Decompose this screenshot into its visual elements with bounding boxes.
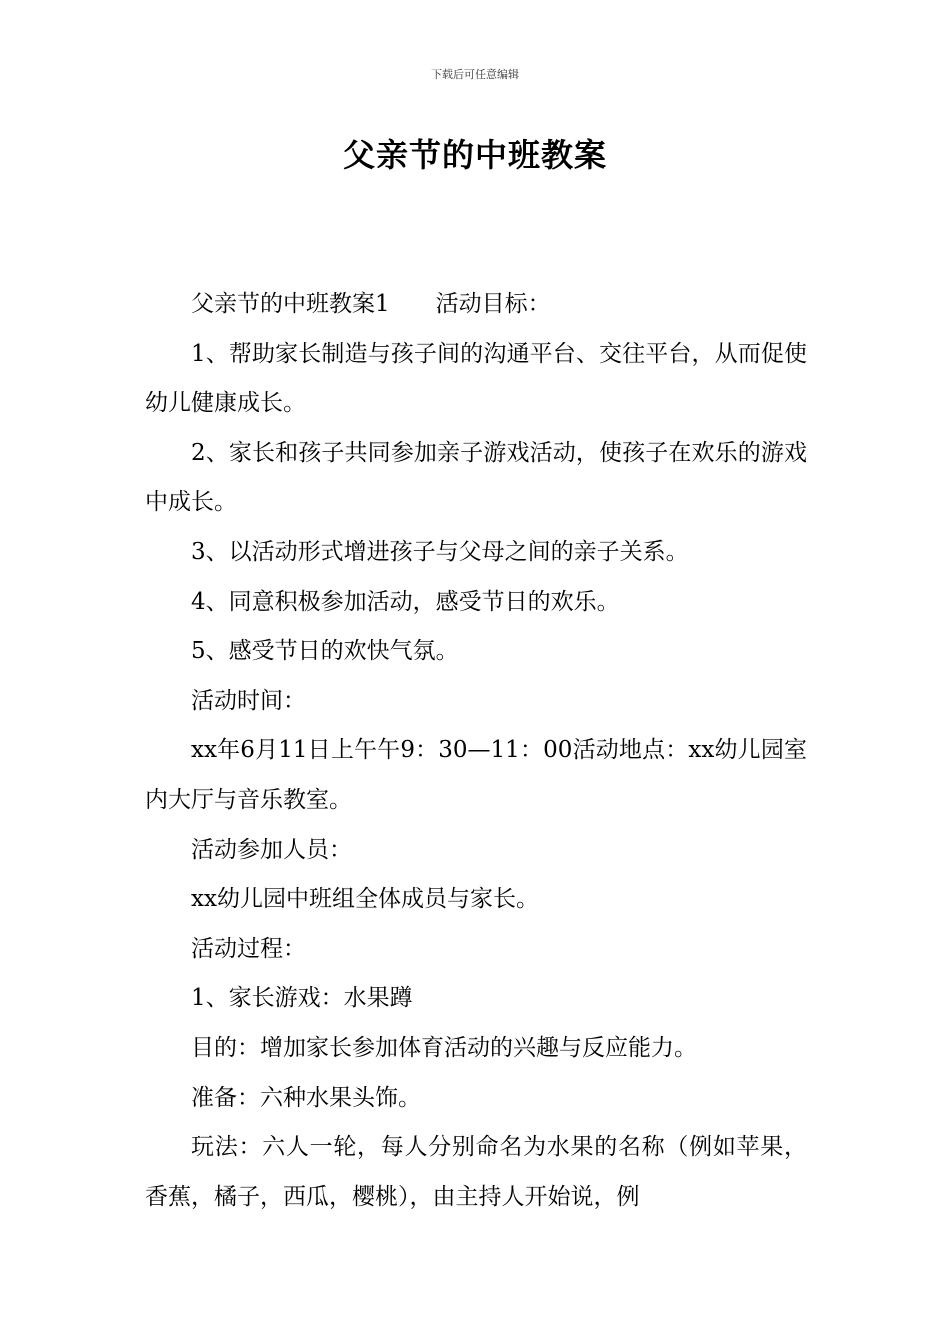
header-note: 下载后可任意编辑 — [431, 68, 519, 81]
document-title: 父亲节的中班教案 — [342, 136, 607, 174]
section-heading: 活动参加人员： — [191, 836, 352, 863]
section-goal-heading: 活动目标： — [435, 291, 551, 317]
section-heading: 活动过程： — [191, 935, 306, 962]
paragraph: 目的：增加家长参加体育活动的兴趣与反应能力。 — [191, 1034, 697, 1061]
section-heading: 活动时间： — [191, 687, 306, 714]
paragraph-intro — [145, 280, 807, 330]
paragraph: 1、帮助家长制造与孩子间的沟通平台、交往平台，从而促使幼儿健康成长。 — [145, 340, 807, 417]
paragraph: 5、感受节日的欢快气氛。 — [191, 638, 459, 665]
paragraph: 4、同意积极参加活动，感受节日的欢乐。 — [191, 588, 620, 615]
document-body — [145, 280, 807, 1222]
paragraph: xx年6月11日上午午9：30—11：00活动地点：xx幼儿园室内大厅与音乐教室。 — [145, 737, 807, 813]
paragraph: 3、以活动形式增进孩子与父母之间的亲子关系。 — [191, 538, 689, 565]
subtitle: 父亲节的中班教案1 — [191, 291, 390, 317]
paragraph: xx幼儿园中班组全体成员与家长。 — [191, 886, 539, 913]
paragraph: 1、家长游戏：水果蹲 — [191, 985, 413, 1012]
paragraph: 准备：六种水果头饰。 — [191, 1084, 421, 1111]
paragraph: 玩法：六人一轮，每人分别命名为水果的名称（例如苹果，香蕉，橘子，西瓜，樱桃），由主持人开始说，例 — [145, 1134, 807, 1210]
paragraph: 2、家长和孩子共同参加亲子游戏活动，使孩子在欢乐的游戏中成长。 — [145, 439, 807, 516]
